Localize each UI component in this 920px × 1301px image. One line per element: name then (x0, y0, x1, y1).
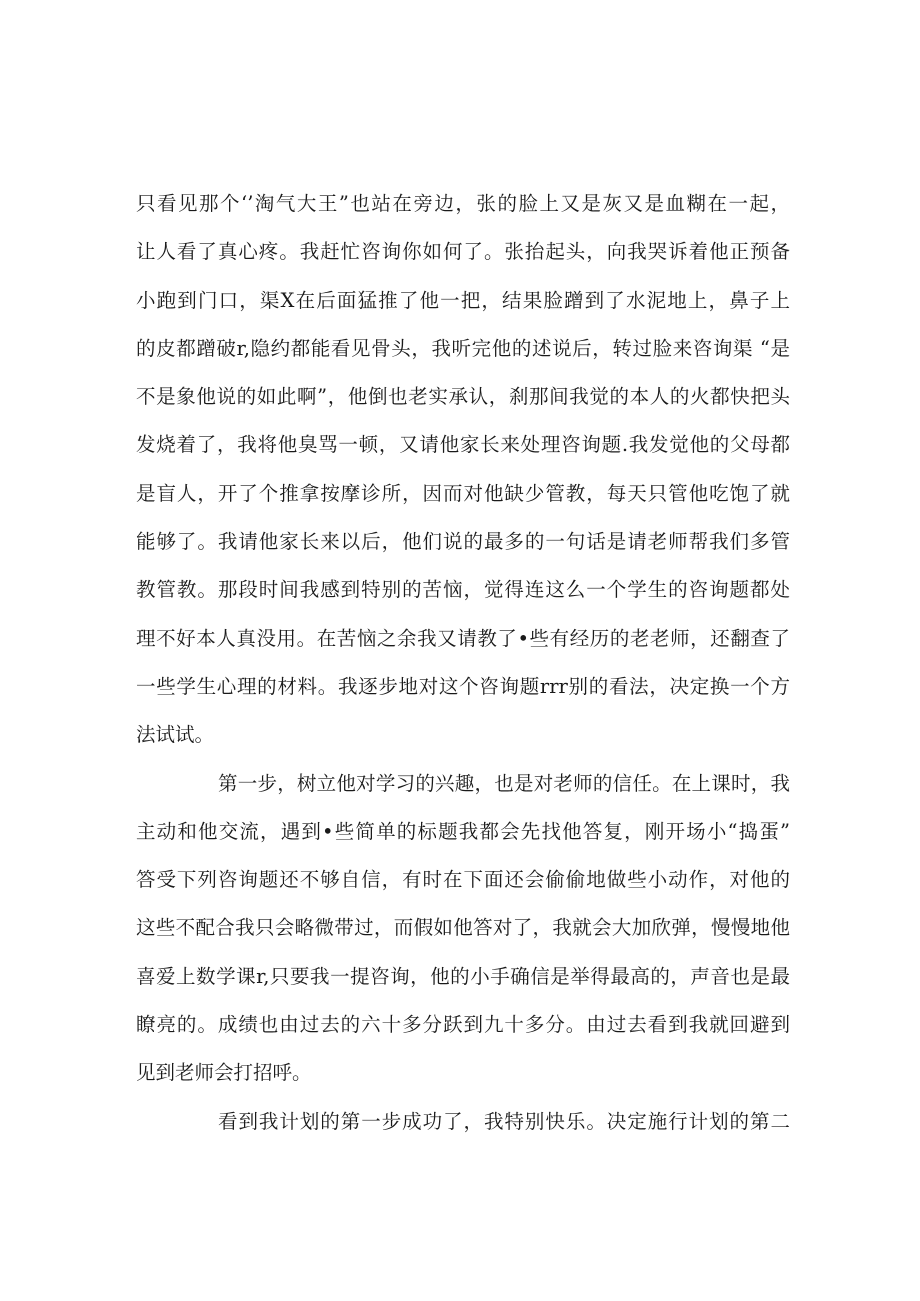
text-line: 见到老师会打招呼。 (136, 1061, 312, 1085)
text-line: 一些学生心理的材料。我逐步地对这个咨询题rrr别的看法，决定换一个方 (136, 674, 790, 698)
text-line: 的皮都蹭破r,隐约都能看见骨头，我听完他的述说后，转过脸来咨询渠 “是 (136, 336, 790, 360)
text-line: 能够了。我请他家长来以后，他们说的最多的一句话是请老师帮我们多管 (136, 530, 790, 554)
paragraph-2 (136, 760, 790, 1098)
text-line: 喜爱上数学课r,只要我一提咨询，他的小手确信是举得最高的，声音也是最 (136, 964, 790, 988)
text-line: 让人看了真心疼。我赶忙咨询你如何了。张抬起头，向我哭诉着他正预备 (136, 240, 790, 264)
text-line: 答受下列咨询题还不够自信，有时在下面还会偷偷地做些小动作，对他的 (136, 868, 790, 892)
text-line: 第一步，树立他对学习的兴趣，也是对老师的信任。在上课时，我 (218, 771, 790, 795)
text-line: 是盲人，开了个推拿按摩诊所，因而对他缺少管教，每天只管他吃饱了就 (136, 481, 790, 505)
text-line: 理不好本人真没用。在苦恼之余我又请教了•些有经历的老老师，还翻查了 (136, 626, 790, 650)
text-line: 小跑到门口，渠X在后面猛推了他一把，结果脸蹭到了水泥地上，鼻子上 (136, 288, 790, 312)
text-line: 看到我计划的第一步成功了，我特别快乐。决定施行计划的第二 (218, 1109, 790, 1133)
text-line: 这些不配合我只会略微带过，而假如他答对了，我就会大加欣弹，慢慢地他 (136, 916, 790, 940)
text-line: 瞭亮的。成绩也由过去的六十多分跃到九十多分。由过去看到我就回避到 (136, 1013, 790, 1037)
paragraph-1 (136, 180, 790, 760)
text-line: 发烧着了，我将他臭骂一顿，又请他家长来处理咨询题.我发觉他的父母都 (136, 433, 790, 457)
text-line: 法试试。 (136, 723, 215, 747)
text-line: 教管教。那段时间我感到特别的苦恼，觉得连这么一个学生的咨询题都处 (136, 578, 790, 602)
text-line: 只看见那个‘’淘气大王”也站在旁边，张的脸上又是灰又是血糊在一起， (136, 192, 790, 215)
text-line: 不是象他说的如此啊”，他倒也老实承认，刹那间我觉的本人的火都快把头 (136, 385, 790, 409)
paragraph-3 (136, 1098, 790, 1146)
text-line: 主动和他交流，遇到•些简单的标题我都会先找他答复，刚开场小“捣蛋” (136, 819, 790, 843)
body-text (136, 180, 790, 1146)
